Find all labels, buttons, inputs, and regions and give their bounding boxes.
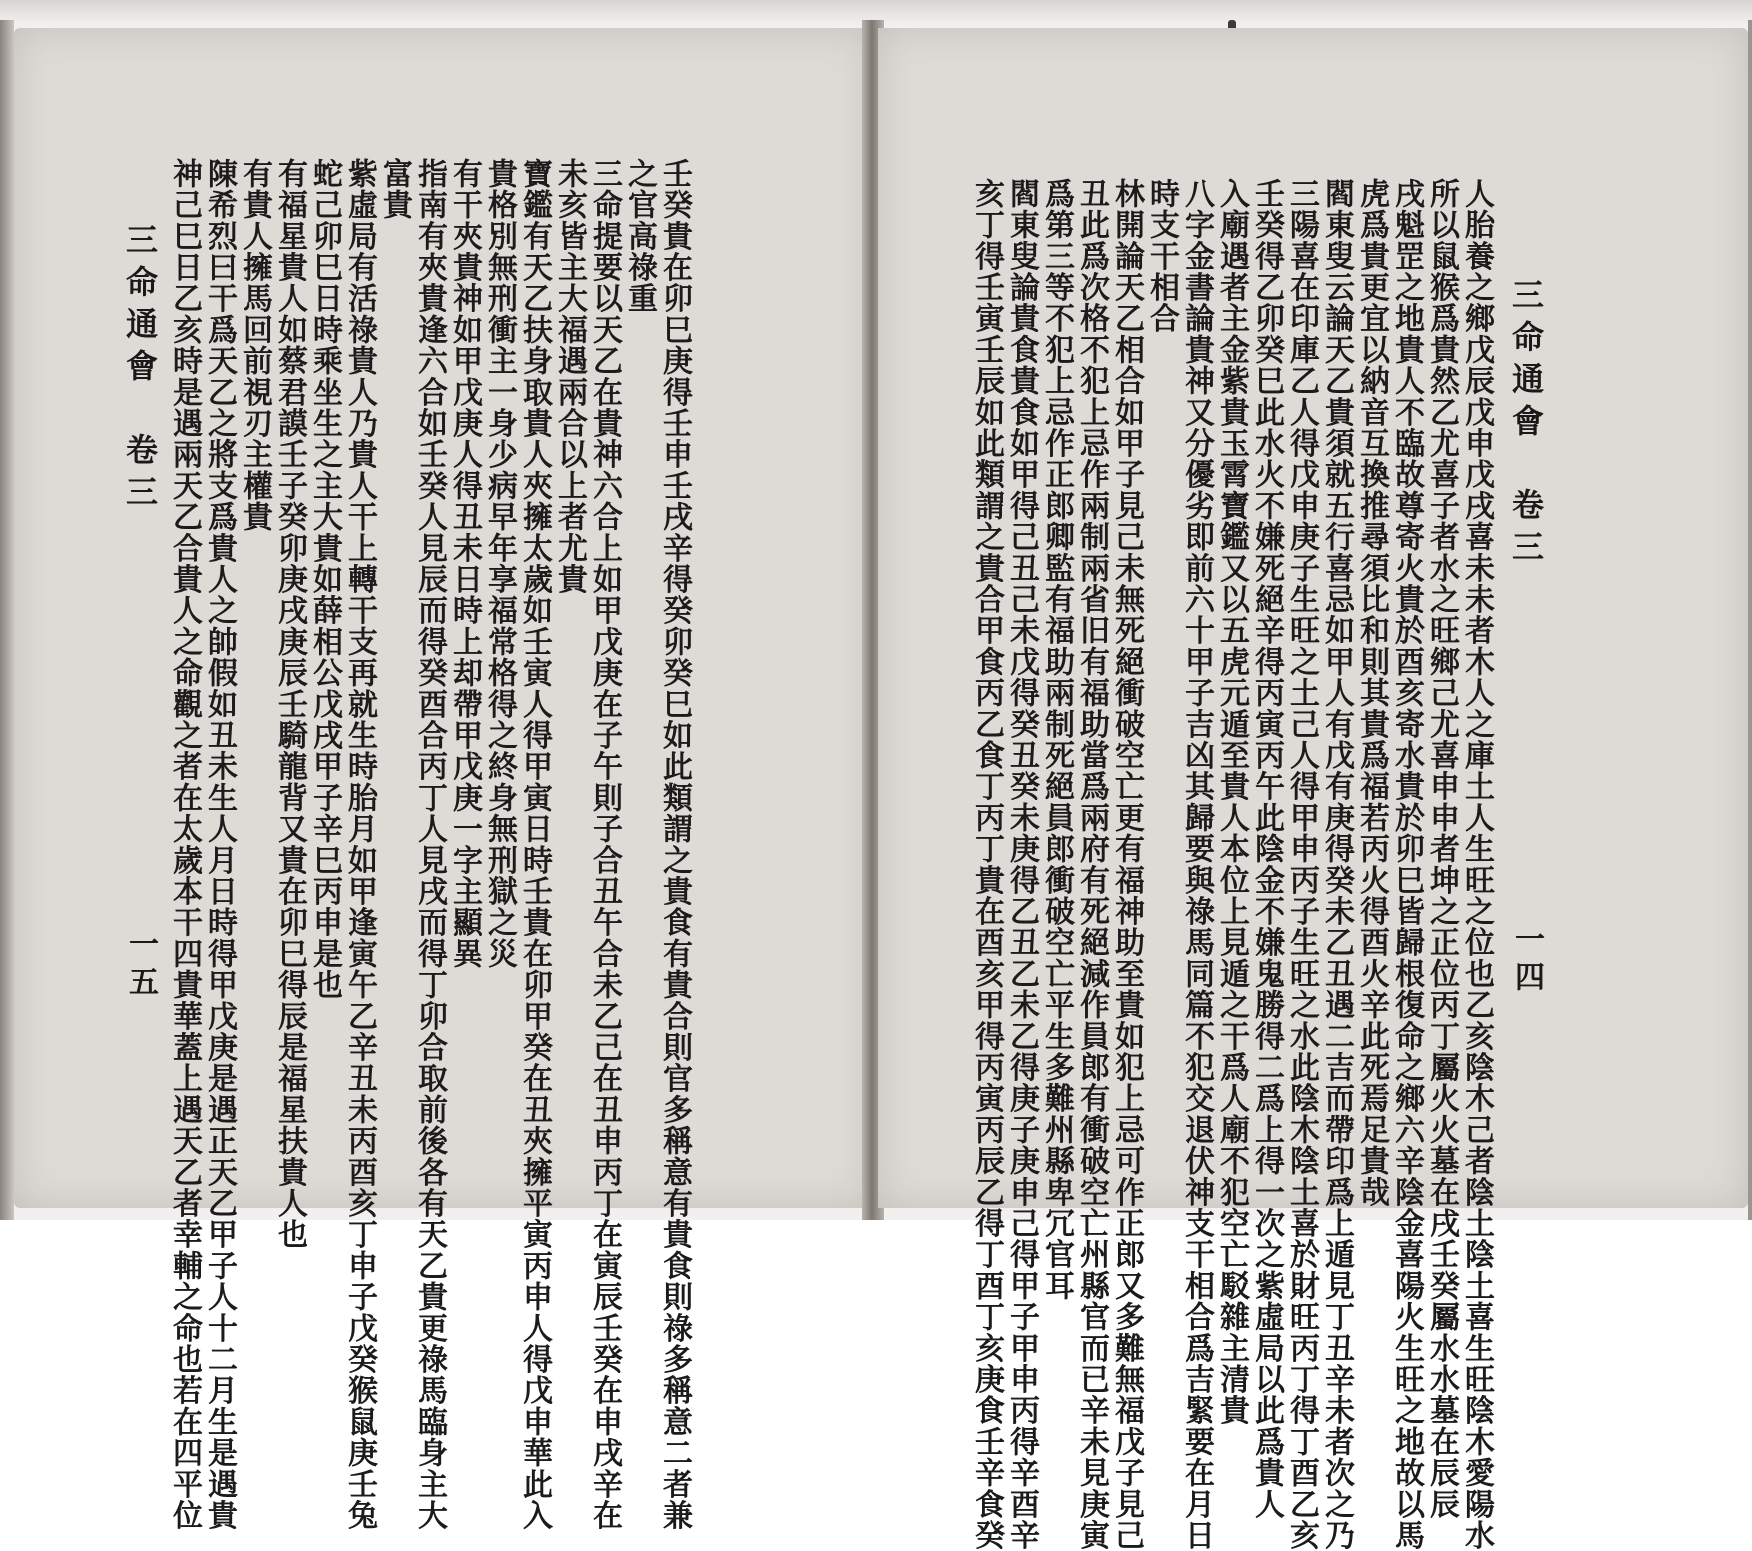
right-book-edge — [1748, 20, 1752, 1220]
right-column-12: 丑此爲次格不犯上忌作兩制兩省旧有福助當爲兩府有死絕減作員郎有衝破空亡州縣官而已辛未見庚寅 — [1074, 178, 1109, 1551]
left-column-8: 指南有夾貴逢六合如壬癸人見辰而得癸酉合丙丁人見戌而得丁卯合取前後各有天乙貴更祿馬臨身主大 — [412, 158, 447, 1531]
left-column-1: 壬癸貴在卯巳庚得壬申壬戌辛得癸卯癸巳如此類謂之貴食有貴合則官多稱意有貴食則祿多稱意二者兼 — [657, 158, 692, 1531]
right-column-5: 閻東叟云論天乙貴須就五行喜忌如甲人有戊有庚得癸未乙丑遇二吉而帶印爲上遁見丁丑辛未者次之乃 — [1319, 178, 1354, 1551]
left-column-2: 之官高祿重 — [622, 158, 657, 314]
right-page-number: 一四 — [1509, 923, 1544, 999]
left-column-13: 有貴人擁馬回前視刃主權貴 — [237, 158, 272, 533]
right-page — [878, 28, 1748, 1551]
right-column-10: 時支干相合 — [1144, 178, 1179, 334]
right-column-4: 虎爲貴更宜以納音互換推尋須比和則其貴爲福若丙火得酉火辛此死焉足貴哉 — [1354, 178, 1389, 1208]
left-book-edge — [0, 20, 14, 1220]
right-column-6: 三陽喜在印庫乙人得戊申庚子生旺之土己人得甲申丙子生旺之水此陰木陰土喜於財旺丙丁得丁酉乙亥 — [1284, 178, 1319, 1551]
left-page — [14, 28, 872, 1531]
left-column-4: 未亥皆主大福遇兩合以上者尤貴 — [552, 158, 587, 595]
left-column-3: 三命提要以天乙在貴神六合上如甲戊庚在子午則子合丑午合未乙己在丑申丙丁在寅辰壬癸在申戌辛在 — [587, 158, 622, 1531]
left-column-10: 紫虛局有活祿貴人乃貴人干上轉干支再就生時胎月如甲逢寅午乙辛丑未丙酉亥丁申子戊癸猴鼠庚壬兔 — [342, 158, 377, 1531]
right-column-1: 人胎養之鄉戊辰戊申戊戌喜未未者木人之庫土人生旺之位也乙亥陰木己者陰土陰土喜生旺陰木愛陽水 — [1459, 178, 1494, 1551]
right-page-header: 三命通會 卷三 — [1507, 278, 1545, 572]
right-column-13: 爲第三等不犯上忌作正郎卿監有福助兩制死絕員郎衝破空亡平生多難州縣卑冗官耳 — [1039, 178, 1074, 1302]
right-column-8: 入廟遇者主金紫貴玉霄寶鑑又以五虎元遁至貴人本位上見遁之干爲人廟不犯空亡駁雜主清貴 — [1214, 178, 1249, 1426]
left-column-14: 陳希烈曰干爲天乙之將支爲貴人之帥假如丑未生人月日時得甲戊庚是遇正天乙甲子人十二月生是遇貴 — [202, 158, 237, 1531]
left-page-number: 一五 — [123, 928, 158, 1004]
left-column-12: 有福星貴人如蔡君謨壬子癸卯庚戌庚辰壬騎龍背又貴在卯巳得辰是福星扶貴人也 — [272, 158, 307, 1250]
left-column-7: 有干夾貴神如甲戊庚人得丑未日時上却帶甲戊庚一字主顯異 — [447, 158, 482, 970]
left-page-header: 三命通會 卷三 — [121, 223, 159, 517]
right-column-7: 壬癸得乙卯癸巳此水火不嫌死絕辛得丙寅丙午此陰金不嫌鬼勝得二爲上得一次之紫虛局以此爲貴人 — [1249, 178, 1284, 1520]
right-column-11: 林開論天乙相合如甲子見己未無死絕衝破空亡更有福神助至貴如犯上忌可作正郎又多難無福戊子見己 — [1109, 178, 1144, 1551]
right-column-9: 八字金書論貴神又分優劣即前六十甲子吉凶其歸要與祿馬同篇不犯交退伏神支干相合爲吉緊要在月日 — [1179, 178, 1214, 1551]
left-column-11: 蛇己卯巳日時乘坐生之主大貴如薛相公戊戌甲子辛巳丙申是也 — [307, 158, 342, 1001]
right-column-14: 閻東叟論貴食貴食如甲得己丑己未戊得癸丑癸未庚得乙丑乙未乙得庚子庚申己得甲子甲申丙得辛酉辛 — [1004, 178, 1039, 1551]
left-column-5: 寶鑑有天乙扶身取貴人夾擁太歲如壬寅人得甲寅日時壬貴在卯甲癸在丑夾擁平寅丙申人得戊申華此入 — [517, 158, 552, 1531]
right-column-3: 戌魁罡之地貴人不臨故尊寄火貴於酉亥寄水貴於卯巳皆歸根復命之鄉六辛陰金喜陽火生旺之地故以馬 — [1389, 178, 1424, 1551]
left-column-9: 富貴 — [377, 158, 412, 221]
left-column-6: 貴格別無刑衝主一身少病早年享福常格得之終身無刑獄之災 — [482, 158, 517, 970]
right-column-2: 所以鼠猴爲貴然乙尤喜子者水之旺鄉己尤喜申申者坤之正位丙丁屬火火墓在戌壬癸屬水水墓在辰辰 — [1424, 178, 1459, 1520]
right-column-15: 亥丁得壬寅壬辰如此類謂之貴合甲食丙乙食丁丙丁貴在酉亥甲得丙寅丙辰乙得丁酉丁亥庚食壬辛食癸 — [969, 178, 1004, 1551]
left-column-15: 神己巳日乙亥時是遇兩天乙合貴人之命觀之者在太歲本干四貴華蓋上遇天乙者幸輔之命也若在四平位 — [167, 158, 202, 1531]
